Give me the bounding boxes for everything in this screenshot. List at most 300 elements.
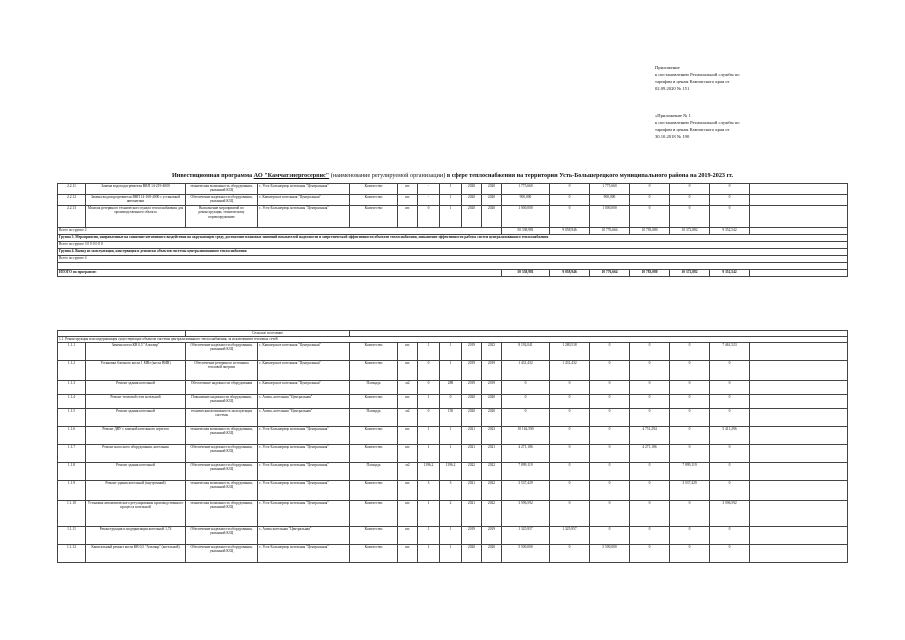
measure-purpose: Выполнение мероприятий по реконструкции, техническому перевооружению [186, 206, 258, 228]
measure-place: с. Усть-Большерецк котельная "Центральная" [258, 445, 350, 463]
cost-2022: 0 [670, 361, 710, 381]
cost-2022: 0 [670, 206, 710, 228]
empty-cell [750, 395, 848, 409]
empty-cell [750, 427, 848, 445]
total-cost: 7 899,119 [502, 463, 550, 481]
cost-2020: 0 [590, 343, 630, 361]
cost-2023: 0 [710, 445, 750, 463]
cost-2020: 900,000 [590, 195, 630, 206]
unit: шт. [398, 445, 418, 463]
cost-2020: 0 [590, 445, 630, 463]
cost-2022: 3 537,429 [670, 481, 710, 501]
value-after: 3 [440, 481, 462, 501]
cost-2021: 0 [630, 381, 670, 395]
measure-purpose: Обеспечение надежности оборудования, указанной КЗЦ [186, 545, 258, 563]
value-before: 0 [418, 381, 440, 395]
measure-name: Установка блочного котла 1 МВт (котла ВИВ) [86, 361, 186, 381]
end-year: 2023 [482, 343, 502, 361]
measure-place: с. Кавалерское котельная "Центральная" [258, 381, 350, 395]
cost-2023: 0 [710, 481, 750, 501]
measure-place: с. Усть-Большерецк котельная "Центральная" [258, 463, 350, 481]
measure-name: Ремонт насосного оборудования, котельная [86, 445, 186, 463]
cost-2020: 5 500,000 [590, 545, 630, 563]
measure-place: с. Усть-Большерецк котельная "Центральная" [258, 545, 350, 563]
cost-2022: 0 [670, 395, 710, 409]
cost-2021: 4 751,294 [630, 427, 670, 445]
value-after: 1196,2 [440, 463, 462, 481]
start-year: 2020 [462, 184, 482, 195]
cost-2020: 0 [590, 481, 630, 501]
subtotal-2021: 10 783,080 [630, 228, 670, 235]
value-after: 288 [440, 381, 462, 395]
measure-name: Замена котла КВ 0,5 "Альтаир" [86, 343, 186, 361]
value-after: 1 [440, 427, 462, 445]
grand-total-row [58, 270, 848, 277]
measure-name: Капитальный ремонт котла КВ 0,5 "Альтаир" (котельной) [86, 545, 186, 563]
cost-2019: 0 [550, 195, 590, 206]
start-year: 2019 [462, 361, 482, 381]
measure-name: Ремонт здания котельной [86, 463, 186, 481]
cost-2022: 0 [670, 545, 710, 563]
total-cost: 0 [502, 381, 550, 395]
cost-2020: 0 [590, 501, 630, 527]
subtotal-2022: 10 372,882 [670, 228, 710, 235]
cost-2023: 0 [710, 381, 750, 395]
value-before: 1196,2 [418, 463, 440, 481]
note-line: тарифам и ценам Камчатского края от [655, 79, 730, 84]
measure-purpose: Обеспечение резервного источника тепловой энергии [186, 361, 258, 381]
unit: м2 [398, 409, 418, 427]
row-number: 1.1.12 [58, 545, 86, 563]
grand-total: 50 338,981 [502, 270, 550, 277]
cost-2021: 0 [630, 501, 670, 527]
measure-name: Ремонт тепловой сети котельной [86, 395, 186, 409]
value-after: 0 [440, 395, 462, 409]
cost-2020: 0 [590, 395, 630, 409]
unit: шт. [398, 361, 418, 381]
cost-2020: 0 [590, 381, 630, 395]
unit: шт. [398, 545, 418, 563]
value-after: 1 [440, 184, 462, 195]
indicator: Количество [350, 361, 398, 381]
cost-2022: 0 [670, 381, 710, 395]
cost-2019: 0 [550, 409, 590, 427]
empty-cell [750, 270, 848, 277]
investment-table-part2 [57, 330, 848, 563]
value-before: 3 [418, 481, 440, 501]
end-year: 2021 [482, 445, 502, 463]
cost-2021: 0 [630, 481, 670, 501]
start-year: 2020 [462, 395, 482, 409]
indicator: Количество [350, 195, 398, 206]
group-header-row [58, 249, 848, 256]
end-year: 2020 [482, 184, 502, 195]
cost-2021: 0 [630, 343, 670, 361]
measure-place: с. Апача, котельная "Центральная" [258, 409, 350, 427]
row-number: 1.1.10 [58, 501, 86, 527]
indicator: Количество [350, 343, 398, 361]
table2-body [58, 331, 848, 343]
value-before: 1 [418, 427, 440, 445]
spacer-row [58, 263, 848, 270]
subtotal-label: Всего по группе 2 [58, 228, 502, 235]
indicator: Количество [350, 527, 398, 545]
table-row [58, 206, 848, 228]
total-cost: 1 431,432 [502, 361, 550, 381]
row-number: 1.1.5 [58, 409, 86, 427]
cost-2023: 0 [710, 395, 750, 409]
start-year: 2019 [462, 527, 482, 545]
cost-2021: 0 [630, 361, 670, 381]
total-cost: 900,000 [502, 195, 550, 206]
cost-2023: 0 [710, 184, 750, 195]
grand-2020: 10 776,664 [590, 270, 630, 277]
total-cost: 1 775,660 [502, 184, 550, 195]
note-line: Приложение [655, 65, 680, 70]
subtotal-2020: 10 776,664 [590, 228, 630, 235]
value-before: 1 [418, 445, 440, 463]
empty-cell [750, 481, 848, 501]
cost-2020: 1 775,660 [590, 184, 630, 195]
measure-place: с. Усть-Большерецк котельная "Центральная" [258, 206, 350, 228]
measure-purpose: Обеспечение надежности оборудования, указанной КЗЦ [186, 195, 258, 206]
measure-place: с. Кавалерское котельная "Центральная" [258, 343, 350, 361]
measure-place: с. Усть-Большерецк котельная "Центральная" [258, 481, 350, 501]
subtotal-total: 50 338,981 [502, 228, 550, 235]
start-year: 2020 [462, 409, 482, 427]
end-year: 2020 [482, 206, 502, 228]
note-line: тарифам и ценам Камчатского края от [655, 127, 730, 132]
measure-place: с. Кавалерское котельная "Центральная" [258, 361, 350, 381]
value-before: 1 [418, 501, 440, 527]
table-row [58, 195, 848, 206]
end-year: 2020 [482, 545, 502, 563]
measure-purpose: техническая возможность оборудования, указанной КЗЦ [186, 481, 258, 501]
header-note-appendix [655, 112, 785, 140]
cost-2020: 0 [590, 463, 630, 481]
end-year: 2022 [482, 463, 502, 481]
measure-name: Замена водоподогревателя ВВП 14-219-4000 [86, 184, 186, 195]
cost-2021: 0 [630, 206, 670, 228]
grand-2021: 10 783,080 [630, 270, 670, 277]
indicator: Количество [350, 445, 398, 463]
table-row [58, 445, 848, 463]
table-row [58, 501, 848, 527]
total-cost: 0 [502, 395, 550, 409]
measure-purpose: техническая возможность оборудования, указанной КЗЦ [186, 501, 258, 527]
measure-name: Ремонт здания котельной (внутренний) [86, 481, 186, 501]
row-number: 1.1.8 [58, 463, 86, 481]
measure-name: Ремонт ДВУ с заменой котельного агрегата [86, 427, 186, 445]
note-line: 02.09.2020 № 151 [655, 86, 690, 91]
cost-2021: 0 [630, 527, 670, 545]
empty-cell [750, 409, 848, 427]
end-year: 2019 [482, 381, 502, 395]
value-before: 0 [418, 206, 440, 228]
subtotal-row [58, 228, 848, 235]
unit: шт. [398, 343, 418, 361]
table-row [58, 481, 848, 501]
value-before: 0 [418, 361, 440, 381]
unit: шт. [398, 481, 418, 501]
row-number: 1.1.4 [58, 395, 86, 409]
cost-2023: 3 596,592 [710, 501, 750, 527]
cost-2021: 0 [630, 409, 670, 427]
empty-cell [750, 463, 848, 481]
value-after: 1 [440, 445, 462, 463]
row-number: 1.1.2 [58, 361, 86, 381]
cost-2022: 0 [670, 527, 710, 545]
end-year: 2023 [482, 427, 502, 445]
measure-purpose: техническая возможность оборудования, указанной КЗЦ [186, 427, 258, 445]
table-row [58, 427, 848, 445]
cost-2022: 0 [670, 195, 710, 206]
row-number: 2.2.11 [58, 184, 86, 195]
measure-name: Установка автоматического регулирования производственного процесса котельной [86, 501, 186, 527]
cost-2019: 1 431,432 [550, 361, 590, 381]
end-year: 2020 [482, 195, 502, 206]
measure-purpose: Обеспечение надежности оборудования, указанной КЗЦ [186, 463, 258, 481]
value-after: 1 [440, 527, 462, 545]
total-cost: 0 [502, 409, 550, 427]
cost-2021: 0 [630, 184, 670, 195]
table-row [58, 545, 848, 563]
table-row [58, 184, 848, 195]
start-year: 2020 [462, 206, 482, 228]
end-year: 2022 [482, 501, 502, 527]
empty-cell [750, 545, 848, 563]
cost-2019: 0 [550, 481, 590, 501]
row-number: 1.1.1 [58, 343, 86, 361]
group-4-title: Группа 4. Вывод из эксплуатации, консервация и демонтаж объектов системы централизованного теплоснабжения [58, 249, 848, 256]
measure-name: Замена водоподогревателя ВВП 14-168-4000 с установкой автоматики [86, 195, 186, 206]
document-title [0, 172, 905, 179]
value-after: 1 [440, 195, 462, 206]
empty-cell [750, 381, 848, 395]
title-suffix: в сфере теплоснабжения на территории Усть-Большерецкого муниципального района на 2019-2023 гг. [445, 172, 734, 179]
cost-2019: 0 [550, 445, 590, 463]
empty-cell [750, 361, 848, 381]
cost-2022: 0 [670, 343, 710, 361]
value-after: 1 [440, 206, 462, 228]
table-row [58, 527, 848, 545]
measure-purpose: Обеспечение надежности оборудования, указанной КЗЦ [186, 343, 258, 361]
total-cost: 3 537,429 [502, 481, 550, 501]
table-row [58, 409, 848, 427]
start-year: 2020 [462, 545, 482, 563]
unit: м2 [398, 381, 418, 395]
cost-2022: 0 [670, 409, 710, 427]
cost-2023: 0 [710, 527, 750, 545]
unit: шт. [398, 184, 418, 195]
cost-2023: 0 [710, 463, 750, 481]
indicator: Площадь [350, 463, 398, 481]
cost-2020: 0 [590, 527, 630, 545]
end-year: 2020 [482, 409, 502, 427]
start-year: 2019 [462, 381, 482, 395]
grand-total-label: ИТОГО по программе: [58, 270, 502, 277]
cost-2023: 0 [710, 409, 750, 427]
row-number: 2.2.12 [58, 195, 86, 206]
measure-purpose: Обеспечение надежности оборудования, указанной КЗЦ [186, 445, 258, 463]
grand-2019: 9 058,946 [550, 270, 590, 277]
investment-table-part1 [57, 183, 848, 277]
group-header-row [58, 235, 848, 242]
title-subtitle: (наименование регулируемой организации) [329, 172, 446, 179]
indicator: Площадь [350, 381, 398, 395]
cost-2021: 0 [630, 463, 670, 481]
total-cost: 5 500,000 [502, 545, 550, 563]
indicator: Количество [350, 184, 398, 195]
measure-place: с. Усть-Большерецк котельная "Центральная" [258, 427, 350, 445]
cost-2022: 0 [670, 501, 710, 527]
measure-name: Реконструкция и модернизация котельной 1,74 [86, 527, 186, 545]
cost-2022: 0 [670, 427, 710, 445]
indicator: Количество [350, 206, 398, 228]
empty-cell [58, 263, 848, 270]
measure-purpose: техническая возможность эксплуатации системы [186, 409, 258, 427]
cost-2019: 0 [550, 381, 590, 395]
row-number: 1.1.3 [58, 381, 86, 395]
empty-cell [750, 445, 848, 463]
indicator: Количество [350, 481, 398, 501]
measure-purpose: Повышение надежности оборудования, указанной КЗЦ [186, 395, 258, 409]
row-number: 1.1.7 [58, 445, 86, 463]
row-number: 1.1.11 [58, 527, 86, 545]
empty-cell [750, 195, 848, 206]
grand-2023: 9 352,542 [710, 270, 750, 277]
value-after: 1 [440, 343, 462, 361]
unit: шт. [398, 527, 418, 545]
measure-name: Ремонт здания котельной [86, 409, 186, 427]
start-year: 2020 [462, 195, 482, 206]
cost-2020: 1 000,000 [590, 206, 630, 228]
value-after: 1 [440, 545, 462, 563]
start-year: 2022 [462, 463, 482, 481]
table-row [58, 361, 848, 381]
empty-cell [750, 343, 848, 361]
measure-place: с. Усть-Большерецк котельная "Центральная" [258, 184, 350, 195]
measure-name: Ремонт здания котельной [86, 381, 186, 395]
cost-2021: 4 271,186 [630, 445, 670, 463]
end-year: 2020 [482, 395, 502, 409]
value-before: - [418, 195, 440, 206]
title-prefix: Инвестиционная программа [171, 172, 254, 179]
measure-purpose: Обеспечение надежности оборудования [186, 381, 258, 395]
empty-cell [750, 206, 848, 228]
value-before: 1 [418, 395, 440, 409]
total-cost: 8 192,041 [502, 343, 550, 361]
note-line: к постановлению Региональной службы по [655, 72, 740, 77]
cost-2019: 1 325,957 [550, 527, 590, 545]
table1-body [58, 184, 848, 277]
cost-2023: 5 411,296 [710, 427, 750, 445]
cost-2019: 0 [550, 206, 590, 228]
group-total-row [58, 256, 848, 263]
group-total-row [58, 242, 848, 249]
empty-cell [750, 228, 848, 235]
cost-2022: 0 [670, 445, 710, 463]
cost-2019: 1 280,518 [550, 343, 590, 361]
group-4-total: Всего по группе 4 [58, 256, 848, 263]
unit: шт. [398, 501, 418, 527]
cost-2019: 0 [550, 545, 590, 563]
value-before: 0 [418, 409, 440, 427]
note-line: к постановлению Региональной службы по [655, 120, 740, 125]
value-after: 150 [440, 409, 462, 427]
total-cost: 1 000,000 [502, 206, 550, 228]
subtotal-2023: 9 352,542 [710, 228, 750, 235]
measure-name: Монтаж резервного технического пункта теплоснабжения для производственного объекта [86, 206, 186, 228]
cost-2020: 0 [590, 409, 630, 427]
measure-place: с. Кавалерское котельная "Центральная" [258, 195, 350, 206]
empty-cell [750, 501, 848, 527]
cost-2019: 0 [550, 395, 590, 409]
group-3-total: Всего по группе 3 0 0 0 0 0 0 [58, 242, 848, 249]
table-row [58, 343, 848, 361]
table-row [58, 463, 848, 481]
value-before: 1 [418, 545, 440, 563]
value-before: 1 [418, 343, 440, 361]
unit: шт. [398, 195, 418, 206]
unit: м2 [398, 463, 418, 481]
table2-rows [58, 343, 848, 563]
empty-cell [750, 527, 848, 545]
total-cost: 3 596,592 [502, 501, 550, 527]
measure-place: с. Усть-Большерецк котельная "Центральная" [258, 501, 350, 527]
cost-2023: 0 [710, 206, 750, 228]
unit: шт. [398, 206, 418, 228]
unit: шт. [398, 395, 418, 409]
cost-2022: 7 899,119 [670, 463, 710, 481]
measure-purpose: техническая возможность оборудования, указанной КЗЦ [186, 184, 258, 195]
row-number: 2.2.13 [58, 206, 86, 228]
start-year: 2021 [462, 427, 482, 445]
value-before: - [418, 184, 440, 195]
value-before: 1 [418, 527, 440, 545]
organization-name: АО "Камчатэнергосервис" [253, 172, 330, 179]
start-year: 2021 [462, 445, 482, 463]
indicator: Количество [350, 395, 398, 409]
cost-2019: 0 [550, 427, 590, 445]
cost-2020: 0 [590, 427, 630, 445]
grand-2022: 10 372,882 [670, 270, 710, 277]
total-cost: 10 162,590 [502, 427, 550, 445]
empty-cell [750, 184, 848, 195]
section-title: 1.1. Реконструкция или модернизация существующих объектов системы централизованного теплоснабжения, за исключением тепловых сетей [58, 337, 848, 343]
unit: шт. [398, 427, 418, 445]
value-after: 2 [440, 501, 462, 527]
value-after: 1 [440, 361, 462, 381]
cost-2021: 0 [630, 545, 670, 563]
cost-2021: 0 [630, 195, 670, 206]
start-year: 2019 [462, 343, 482, 361]
start-year: 2021 [462, 481, 482, 501]
cost-2021: 0 [630, 395, 670, 409]
table-row [58, 381, 848, 395]
indicator: Площадь [350, 409, 398, 427]
total-cost: 4 271,186 [502, 445, 550, 463]
note-line: «Приложение № 1 [655, 113, 691, 118]
cost-2023: 7 461,523 [710, 343, 750, 361]
end-year: 2019 [482, 527, 502, 545]
measure-place: с. Апача котельная "Центральная" [258, 527, 350, 545]
table-row [58, 395, 848, 409]
indicator: Количество [350, 501, 398, 527]
start-year: 2021 [462, 501, 482, 527]
cost-2023: 0 [710, 195, 750, 206]
note-line: 30.10.2018 № 190 [655, 134, 690, 139]
